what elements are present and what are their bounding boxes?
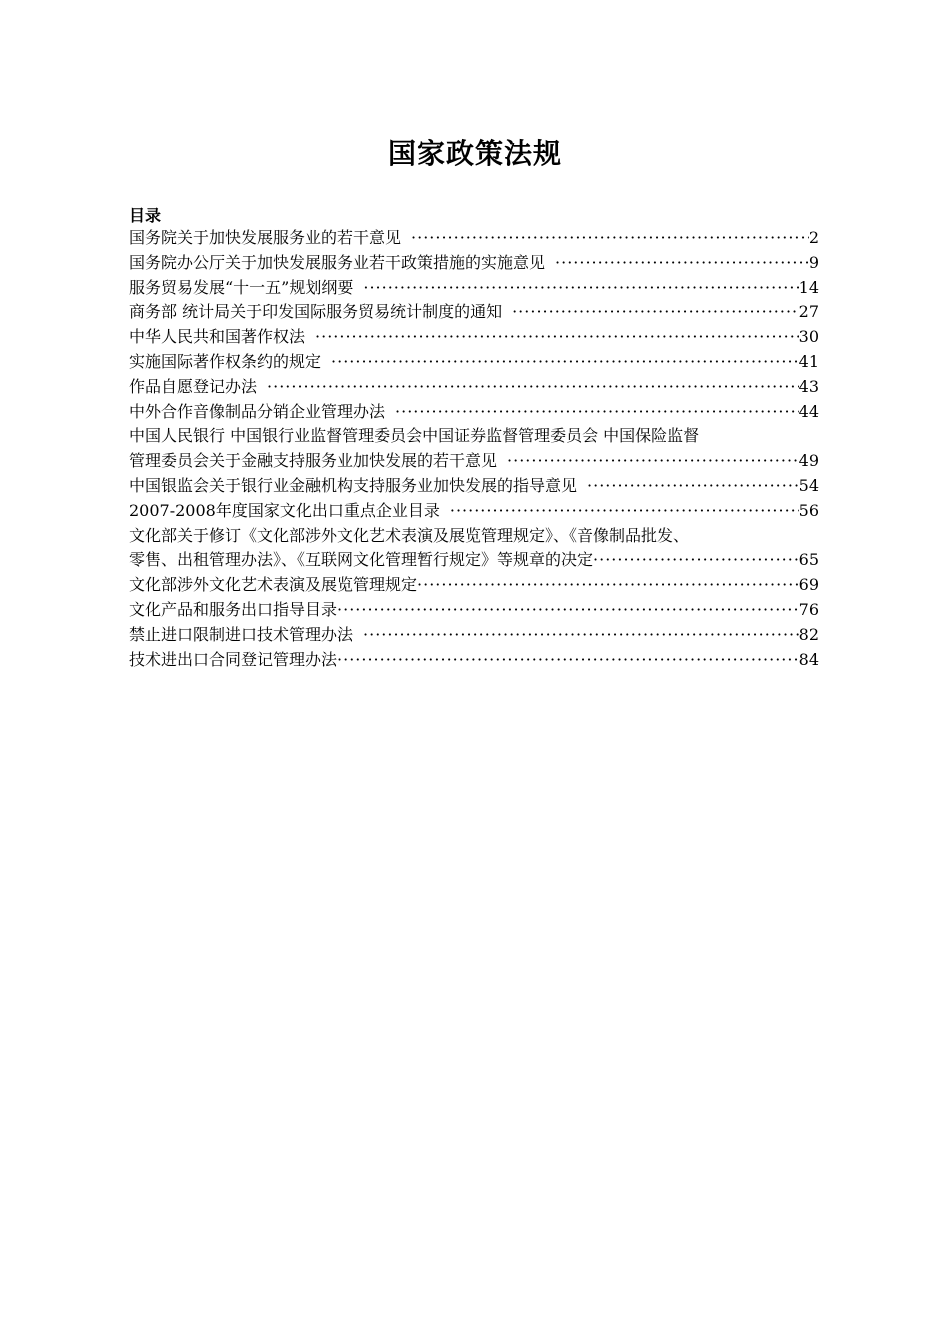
toc-entry-page: 69: [798, 575, 819, 595]
toc-entry[interactable]: [129, 474, 819, 499]
toc-entry-page: 41: [798, 351, 819, 371]
toc-entry[interactable]: [129, 499, 819, 524]
toc-entry[interactable]: [129, 598, 819, 623]
toc-entry-page: 43: [798, 376, 819, 396]
toc-entry-title: 中外合作音像制品分销企业管理办法: [129, 401, 386, 421]
toc-entry-page: 82: [798, 624, 819, 644]
toc-entry[interactable]: [129, 300, 819, 325]
toc-leader-dots: [315, 325, 799, 350]
toc-entry-page: 44: [798, 401, 819, 421]
toc-entry[interactable]: [129, 648, 819, 673]
toc-entry-title: 中国银监会关于银行业金融机构支持服务业加快发展的指导意见: [129, 475, 578, 495]
toc-entry[interactable]: [129, 325, 819, 350]
toc-leader-dots: [363, 276, 798, 301]
toc-entry-page: 65: [798, 550, 819, 570]
toc-leader-dots: [395, 400, 799, 425]
toc-entry[interactable]: [129, 400, 819, 425]
toc-entry-title: 禁止进口限制进口技术管理办法: [129, 624, 354, 644]
toc-entry-line-1[interactable]: [129, 424, 819, 449]
toc-entry-title-continued: 管理委员会关于金融支持服务业加快发展的若干意见: [129, 451, 498, 471]
toc-entry[interactable]: [129, 251, 819, 276]
toc-entry-title: 2007-2008年度国家文化出口重点企业目录: [129, 500, 440, 520]
toc-entry[interactable]: [129, 226, 819, 251]
toc-entry-title: 中华人民共和国著作权法: [129, 327, 306, 347]
toc-entry[interactable]: [129, 350, 819, 375]
toc-entry-page: 27: [798, 302, 819, 322]
toc-entry-title: 中国人民银行 中国银行业监督管理委员会中国证券监督管理委员会 中国保险监督: [129, 426, 700, 446]
toc-leader-dots: [593, 548, 799, 573]
toc-entry[interactable]: [129, 623, 819, 648]
toc-leader-dots: [411, 226, 809, 251]
toc-entry-page: 2: [808, 228, 819, 247]
toc-entry-page: 9: [808, 252, 819, 272]
toc-leader-dots: [555, 251, 809, 276]
toc-entry-page: 49: [798, 451, 819, 471]
toc-leader-dots: [450, 499, 799, 524]
toc-leader-dots: [337, 648, 799, 673]
toc-entry[interactable]: [129, 375, 819, 400]
toc-entry[interactable]: [129, 449, 819, 474]
toc-entry-page: 84: [798, 649, 819, 669]
toc-leader-dots: [587, 474, 799, 499]
toc-entry-title: 国务院关于加快发展服务业的若干意见: [129, 228, 402, 247]
toc-entry-page: 56: [798, 500, 819, 520]
toc-entry[interactable]: [129, 573, 819, 598]
toc-entry-title: 文化部涉外文化艺术表演及展览管理规定: [129, 575, 418, 595]
toc-entry-title: 国务院办公厅关于加快发展服务业若干政策措施的实施意见: [129, 252, 546, 272]
page-title: 国家政策法规: [387, 137, 562, 170]
toc-entry[interactable]: [129, 276, 819, 301]
toc-leader-dots: [512, 300, 799, 325]
toc-entry-page: 30: [798, 327, 819, 347]
toc-entry-title: 文化部关于修订《文化部涉外文化艺术表演及展览管理规定》、《音像制品批发、: [129, 525, 690, 545]
toc-leader-dots: [267, 375, 799, 400]
toc-entry-title: 商务部 统计局关于印发国际服务贸易统计制度的通知: [129, 302, 503, 322]
toc-entry-title: 实施国际著作权条约的规定: [129, 351, 322, 371]
toc-leader-dots: [363, 623, 799, 648]
toc-entry-title: 技术进出口合同登记管理办法: [129, 649, 338, 669]
toc-leader-dots: [507, 449, 799, 474]
toc-entry-page: 54: [798, 475, 819, 495]
toc-leader-dots: [337, 598, 799, 623]
toc-entry-title: 作品自愿登记办法: [129, 376, 258, 396]
toc-entry-page: 14: [798, 277, 819, 297]
toc-entry[interactable]: [129, 548, 819, 573]
toc-entry-title: 服务贸易发展“十一五”规划纲要: [129, 277, 354, 297]
table-of-contents: [129, 226, 819, 672]
toc-entry-page: 76: [798, 599, 819, 619]
toc-leader-dots: [331, 350, 799, 375]
toc-heading: 目录: [129, 206, 162, 225]
toc-entry-line-1[interactable]: [129, 524, 819, 549]
toc-leader-dots: [417, 573, 799, 598]
toc-entry-title-continued: 零售、出租管理办法》、《互联网文化管理暂行规定》等规章的决定: [129, 550, 594, 570]
toc-entry-title: 文化产品和服务出口指导目录: [129, 599, 338, 619]
